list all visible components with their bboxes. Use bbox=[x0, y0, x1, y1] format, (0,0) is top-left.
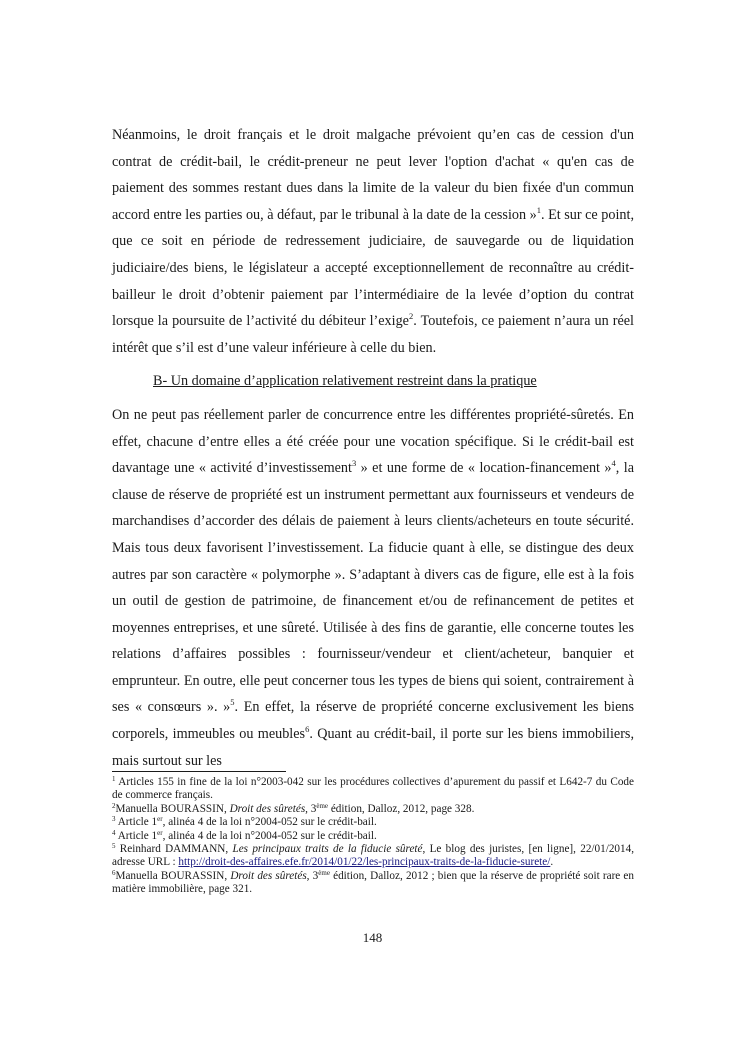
paragraph-1 bbox=[112, 122, 634, 361]
paragraph-2-text-b: » et une forme de « location-financement » bbox=[356, 460, 612, 477]
page-number: 148 bbox=[362, 930, 383, 945]
footnote-text: Manuella BOURASSIN, bbox=[115, 869, 231, 882]
footnote-text: 3 bbox=[309, 869, 319, 882]
footnote-4 bbox=[112, 830, 634, 843]
footnote-text: édition, Dalloz, 2012, page 328. bbox=[328, 802, 475, 815]
footnote-superscript: ème bbox=[316, 801, 329, 810]
paragraph-2 bbox=[112, 402, 634, 774]
footnote-ref-3[interactable]: 3 bbox=[351, 458, 357, 469]
paragraph-2-text-c: , la clause de réserve de propriété est un instrument permettant aux fournisseurs et vendeurs de marchandises d’accorder des délais de paiement à leurs clients/acheteurs en toute sécurité. Mais tous deux favorisent l’investissement. La fiducie quant à elle, se distingue des deux autres par son caractère « polymorphe ». S’adaptant à divers cas de figure, elle est à la fois un outil de gestion de patrimoine, de financement et/ou de refinancement de petites et moyennes entreprises, et une sûreté. Utilisée à des fins de garantie, elle concerne toutes les relations d’affaires possibles : fournisseur/vendeur et client/acheteur, banquier et emprunteur. En outre, elle peut concerner tous les types de biens qui soient, contrairement à ses « consœurs ». » bbox=[112, 460, 634, 716]
paragraph-2-text-a: On ne peut pas réellement parler de concurrence entre les différentes propriété-sûretés. En effet, chacune d’entre elles a été créée pour une vocation spécifique. Si le crédit-bail est davantage une « activité d’investissement bbox=[112, 406, 634, 477]
footnote-text: édition, Dalloz, 2012 ; bien que la réserve de propriété soit rare en matière immobilière, page 321. bbox=[112, 869, 634, 896]
footnote-text: , alinéa 4 de la loi n°2004-052 sur le crédit-bail. bbox=[162, 829, 377, 842]
footnote-ref-2[interactable]: 2 bbox=[408, 311, 414, 322]
section-heading: B- Un domaine d’application relativement restreint dans la pratique bbox=[153, 373, 537, 390]
paragraph-1-text-a: Néanmoins, le droit français et le droit malgache prévoient qu’en cas de cession d'un contrat de crédit-bail, le crédit-preneur ne peut lever l'option d'achat « qu'en cas de paiement des sommes restant dues dans la limite de la valeur du bien fixée d'un commun accord entre les parties ou, à défaut, par le tribunal à la date de la cession » bbox=[112, 127, 634, 223]
footnote-ref-4[interactable]: 4 bbox=[611, 458, 616, 469]
footnote-url-link[interactable]: http://droit-des-affaires.efe.fr/2014/01/22/les-principaux-traits-de-la-fiducie-surete/ bbox=[178, 856, 551, 869]
footnote-separator bbox=[112, 771, 286, 772]
footnote-superscript: er bbox=[157, 828, 163, 837]
paragraph-2-text-d: . En effet, la réserve de propriété concerne exclusivement les biens corporels, immeubles ou meubles bbox=[112, 699, 634, 743]
footnote-text: Reinhard DAMMANN, bbox=[119, 843, 233, 856]
footnote-text: Articles 155 in fine de la loi n°2003-042 sur les procédures collectives d’apurement du passif et L642-7 du Code de commerce français. bbox=[112, 776, 634, 802]
footnote-number: 5 bbox=[112, 842, 116, 851]
footnote-number: 6 bbox=[112, 868, 116, 877]
footnote-number: 2 bbox=[112, 801, 116, 810]
paragraph-1-text-b: . Et sur ce point, que ce soit en période de redressement judiciaire, de sauvegarde ou de liquidation judiciaire/des biens, le législateur a accepté exceptionnellement de reconnaître au crédit-bailleur le droit d’obtenir paiement par l’intermédiaire de la levée d’option du contrat lorsque la poursuite de l’activité du débiteur l’exige bbox=[112, 206, 634, 330]
footnote-number: 4 bbox=[112, 828, 116, 837]
footnote-ref-5[interactable]: 5 bbox=[230, 697, 235, 708]
footnote-5 bbox=[112, 843, 634, 870]
footnote-title: Droit des sûretés, bbox=[229, 802, 308, 815]
footnote-title: Droit des sûretés, bbox=[230, 869, 310, 882]
footnote-text: , Le blog des juristes, [en ligne], 22/01/2014, adresse URL : bbox=[112, 843, 634, 869]
footnotes bbox=[112, 771, 634, 897]
footnote-text: Manuella BOURASSIN, bbox=[115, 802, 230, 815]
footnote-superscript: ème bbox=[318, 868, 330, 877]
footnote-1 bbox=[112, 776, 634, 803]
body-text bbox=[112, 122, 634, 774]
footnote-text: , alinéa 4 de la loi n°2004-052 sur le crédit-bail. bbox=[162, 816, 377, 829]
footnote-text: 3 bbox=[307, 802, 317, 815]
paragraph-1-text-c: . Toutefois, ce paiement n’aura un réel intérêt que s’il est d’une valeur inférieure à celle du bien. bbox=[112, 313, 634, 356]
footnote-2 bbox=[112, 803, 634, 816]
footnote-number: 1 bbox=[112, 775, 116, 783]
footnote-number: 3 bbox=[112, 815, 116, 824]
footnote-text: Article 1 bbox=[117, 816, 158, 829]
footnote-text: . bbox=[550, 856, 554, 869]
footnote-text: Article 1 bbox=[117, 829, 158, 842]
footnote-3 bbox=[112, 816, 634, 829]
paragraph-2-text-e: . Quant au crédit-bail, il porte sur les biens immobiliers, mais surtout sur les bbox=[112, 726, 634, 769]
footnote-6 bbox=[112, 870, 634, 897]
footnote-ref-6[interactable]: 6 bbox=[305, 724, 310, 735]
footnote-superscript: er bbox=[157, 815, 163, 824]
footnote-title: Les principaux traits de la fiducie sûreté bbox=[232, 843, 423, 856]
footnote-ref-1[interactable]: 1 bbox=[536, 204, 541, 215]
